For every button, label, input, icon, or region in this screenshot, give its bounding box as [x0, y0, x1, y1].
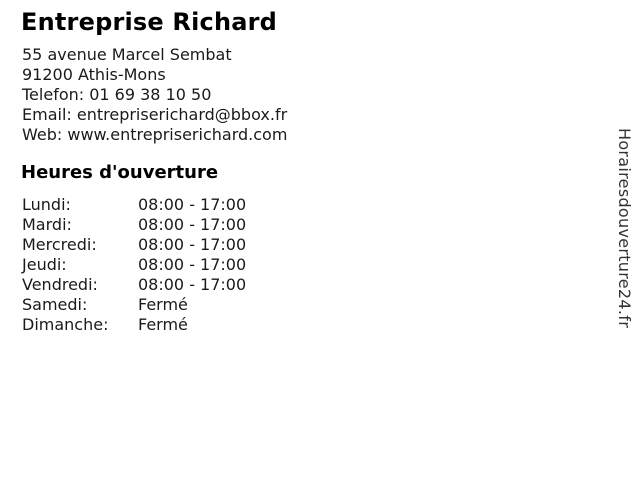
opening-hours-row	[22, 235, 246, 255]
web-line: Web: www.entrepriserichard.com	[22, 125, 288, 144]
contact-block	[22, 45, 287, 145]
page-title: Entreprise Richard	[21, 8, 278, 36]
opening-hours-row	[22, 195, 246, 215]
day-label: Dimanche:	[22, 315, 109, 334]
day-hours: 08:00 - 17:00	[138, 255, 247, 274]
opening-hours-row	[22, 255, 246, 275]
opening-hours-row	[22, 215, 246, 235]
day-label: Samedi:	[22, 295, 88, 314]
phone-line: Telefon: 01 69 38 10 50	[22, 85, 212, 104]
day-hours: 08:00 - 17:00	[138, 235, 247, 254]
day-label: Vendredi:	[22, 275, 98, 294]
day-label: Lundi:	[22, 195, 71, 214]
day-hours: Fermé	[138, 315, 188, 334]
watermark-vertical-text: Horairesdouverture24.fr	[615, 128, 634, 329]
address-line-2: 91200 Athis-Mons	[22, 65, 166, 84]
day-hours: 08:00 - 17:00	[138, 195, 247, 214]
address-line-1: 55 avenue Marcel Sembat	[22, 45, 232, 64]
opening-hours-row	[22, 275, 246, 295]
day-label: Mercredi:	[22, 235, 97, 254]
day-label: Jeudi:	[22, 255, 67, 274]
day-hours: Fermé	[138, 295, 188, 314]
opening-hours-heading: Heures d'ouverture	[21, 162, 219, 183]
day-label: Mardi:	[22, 215, 72, 234]
opening-hours-row	[22, 295, 246, 315]
day-hours: 08:00 - 17:00	[138, 215, 247, 234]
opening-hours-table	[22, 195, 246, 335]
day-hours: 08:00 - 17:00	[138, 275, 247, 294]
email-line: Email: entrepriserichard@bbox.fr	[22, 105, 288, 124]
opening-hours-row	[22, 315, 246, 335]
